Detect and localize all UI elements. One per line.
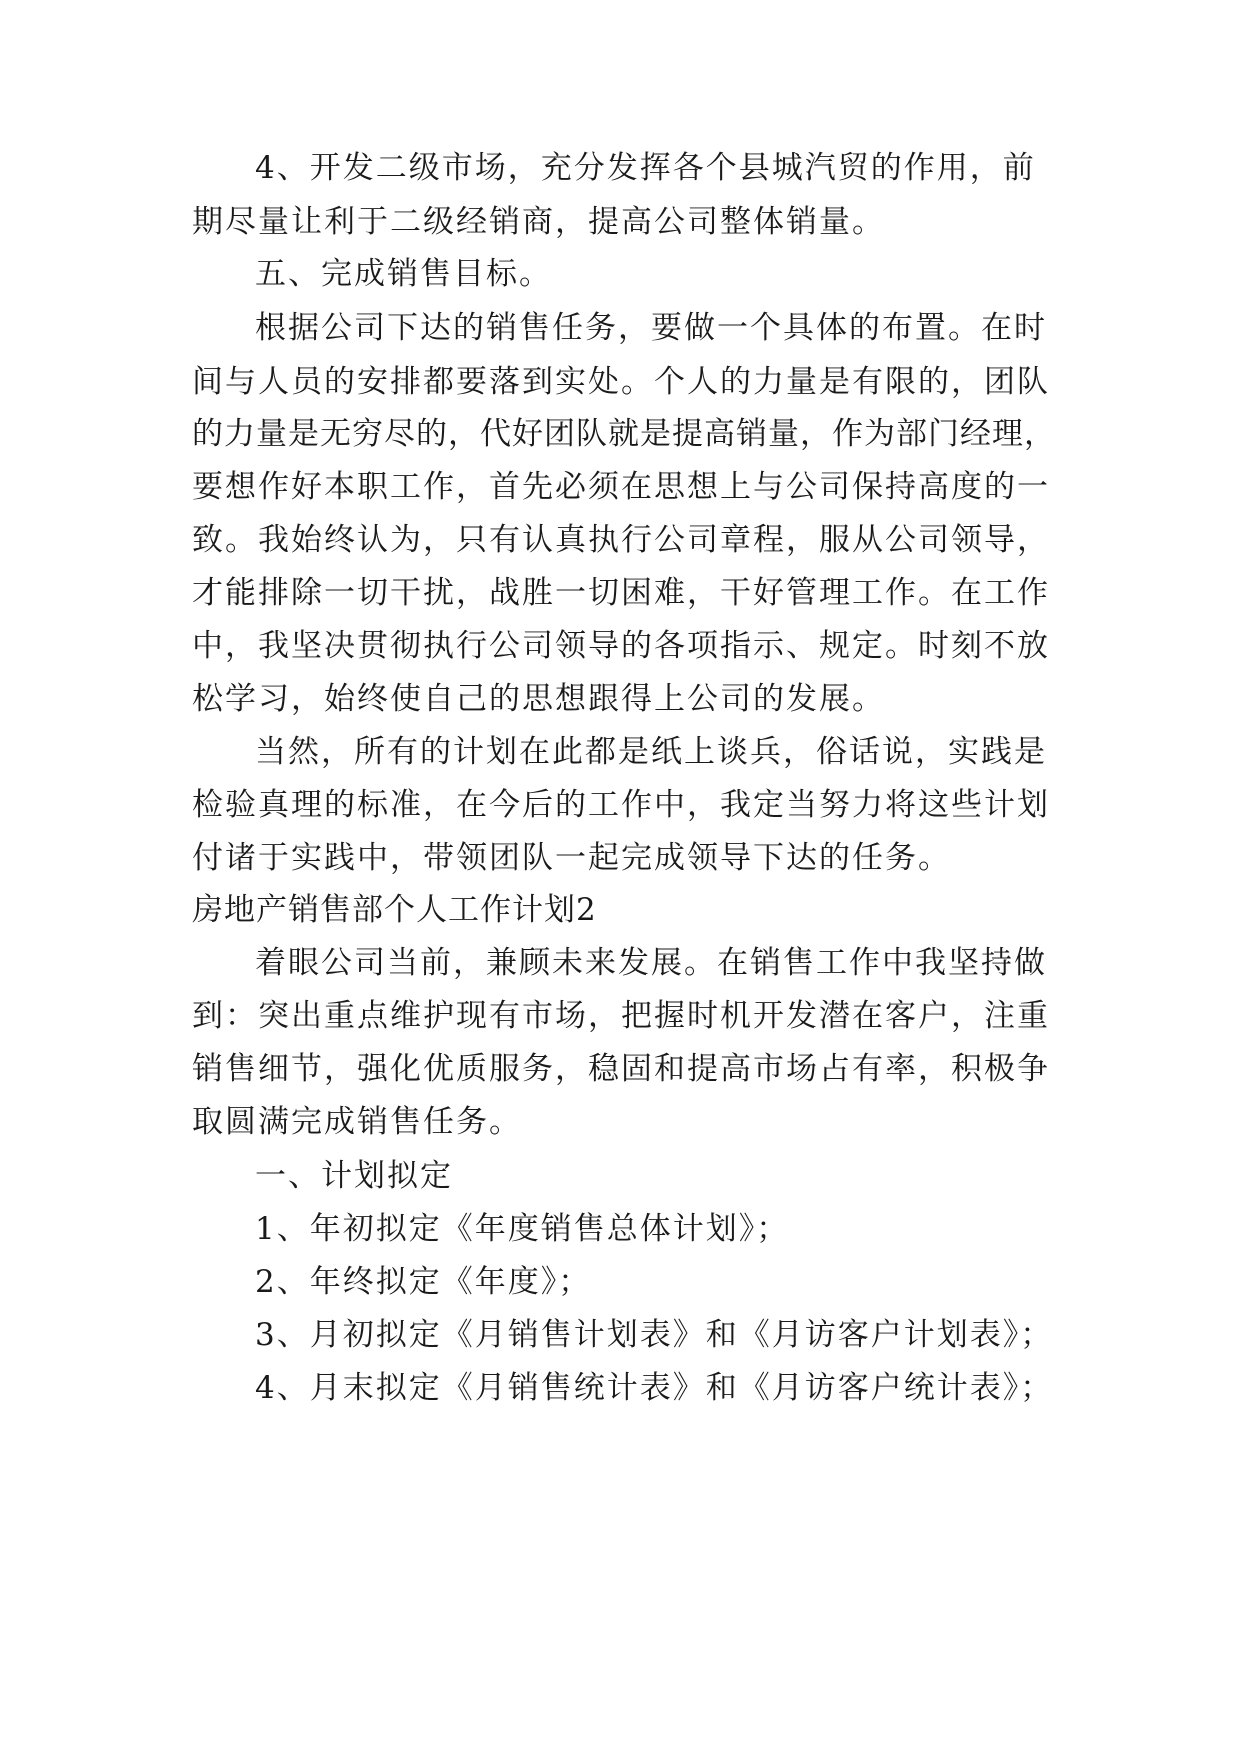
text-line: 间与人员的安排都要落到实处。个人的力量是有限的，团队	[192, 364, 1050, 400]
section-heading: 一、计划拟定	[255, 1158, 453, 1194]
text-line: 要想作好本职工作，首先必须在思想上与公司保持高度的一	[192, 469, 1050, 505]
text-line: 到：突出重点维护现有市场，把握时机开发潜在客户，注重	[192, 998, 1050, 1034]
text-line: 才能排除一切干扰，战胜一切困难，干好管理工作。在工作	[192, 575, 1050, 611]
text-line: 期尽量让利于二级经销商，提高公司整体销量。	[192, 204, 885, 240]
text-line: 中，我坚决贯彻执行公司领导的各项指示、规定。时刻不放	[192, 628, 1050, 664]
text-line: 检验真理的标准，在今后的工作中，我定当努力将这些计划	[192, 787, 1050, 823]
text-line: 销售细节，强化优质服务，稳固和提高市场占有率，积极争	[192, 1051, 1050, 1087]
list-item: 1、年初拟定《年度销售总体计划》；	[255, 1211, 790, 1247]
text-line: 的力量是无穷尽的，代好团队就是提高销量，作为部门经理，	[192, 416, 1056, 452]
list-item: 3、月初拟定《月销售计划表》和《月访客户计划表》；	[255, 1317, 1054, 1353]
text-line: 付诸于实践中，带领团队一起完成领导下达的任务。	[192, 840, 951, 876]
list-item: 4、月末拟定《月销售统计表》和《月访客户统计表》；	[255, 1370, 1054, 1406]
text-line: 取圆满完成销售任务。	[192, 1104, 522, 1140]
text-line: 致。我始终认为，只有认真执行公司章程，服从公司领导，	[192, 522, 1050, 558]
list-item: 2、年终拟定《年度》；	[255, 1264, 592, 1300]
section-heading: 五、完成销售目标。	[255, 256, 552, 292]
text-line: 当然，所有的计划在此都是纸上谈兵，俗话说，实践是	[255, 734, 1047, 770]
document-title: 房地产销售部个人工作计划2	[192, 892, 597, 928]
text-line: 着眼公司当前，兼顾未来发展。在销售工作中我坚持做	[255, 945, 1047, 981]
text-line: 根据公司下达的销售任务，要做一个具体的布置。在时	[255, 310, 1047, 346]
text-line: 4、开发二级市场，充分发挥各个县城汽贸的作用，前	[255, 150, 1036, 186]
text-line: 松学习，始终使自己的思想跟得上公司的发展。	[192, 681, 885, 717]
